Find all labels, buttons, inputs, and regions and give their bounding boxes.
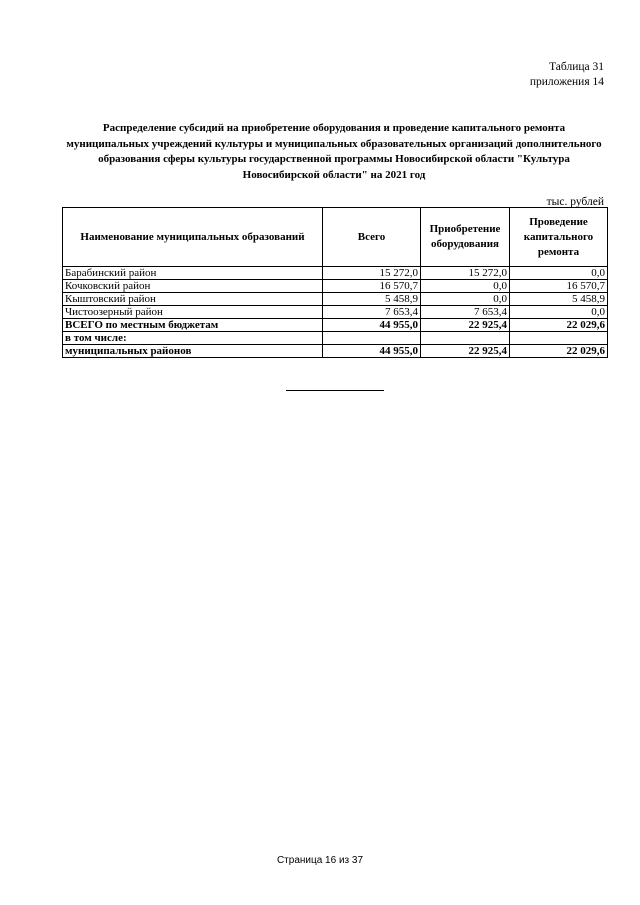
column-header-total: Всего (323, 208, 421, 267)
row-name: Барабинский район (63, 267, 323, 280)
table-row (63, 267, 608, 280)
table-header-row (63, 208, 608, 267)
row-name: Кочковский район (63, 280, 323, 293)
row-repair: 0,0 (510, 306, 608, 319)
appendix-number: приложения 14 (529, 76, 604, 88)
row-repair: 0,0 (510, 267, 608, 280)
total-row (63, 319, 608, 332)
row-repair: 5 458,9 (510, 293, 608, 306)
column-header-repair: Проведение капитального ремонта (510, 208, 608, 267)
column-header-equipment: Приобретение оборудования (421, 208, 510, 267)
subsidy-table (62, 207, 608, 358)
row-name: Чистоозерный район (63, 306, 323, 319)
municipal-row-name: муниципальных районов (63, 345, 323, 358)
row-equipment: 0,0 (421, 293, 510, 306)
row-name: Кыштовский район (63, 293, 323, 306)
page-number: Страница 16 из 37 (276, 855, 364, 866)
total-row-equipment: 22 925,4 (421, 319, 510, 332)
column-header-name: Наименование муниципальных образований (63, 208, 323, 267)
table-reference (530, 60, 604, 90)
row-total: 16 570,7 (323, 280, 421, 293)
empty-cell (323, 332, 421, 345)
row-equipment: 15 272,0 (421, 267, 510, 280)
table-row (63, 306, 608, 319)
municipal-row-total: 44 955,0 (323, 345, 421, 358)
municipal-row (63, 345, 608, 358)
table-row (63, 293, 608, 306)
including-row (63, 332, 608, 345)
row-repair: 16 570,7 (510, 280, 608, 293)
including-label: в том числе: (63, 332, 323, 345)
row-equipment: 7 653,4 (421, 306, 510, 319)
table-row (63, 280, 608, 293)
empty-cell (510, 332, 608, 345)
row-equipment: 0,0 (421, 280, 510, 293)
municipal-row-repair: 22 029,6 (510, 345, 608, 358)
total-row-repair: 22 029,6 (510, 319, 608, 332)
row-total: 7 653,4 (323, 306, 421, 319)
empty-cell (421, 332, 510, 345)
table-number: Таблица 31 (549, 61, 604, 73)
section-divider (286, 390, 384, 391)
municipal-row-equipment: 22 925,4 (421, 345, 510, 358)
row-total: 5 458,9 (323, 293, 421, 306)
document-title: Распределение субсидий на приобретение оборудования и проведение капитального ремонта муниципальных учреждений культуры и муниципальных образовательных организаций дополнительного образования сферы культуры государственной программы Новосибирской области "Культура Новосибирской области" на 2021 год (66, 122, 602, 181)
units-label: тыс. рублей (546, 196, 604, 208)
total-row-total: 44 955,0 (323, 319, 421, 332)
total-row-name: ВСЕГО по местным бюджетам (63, 319, 323, 332)
row-total: 15 272,0 (323, 267, 421, 280)
